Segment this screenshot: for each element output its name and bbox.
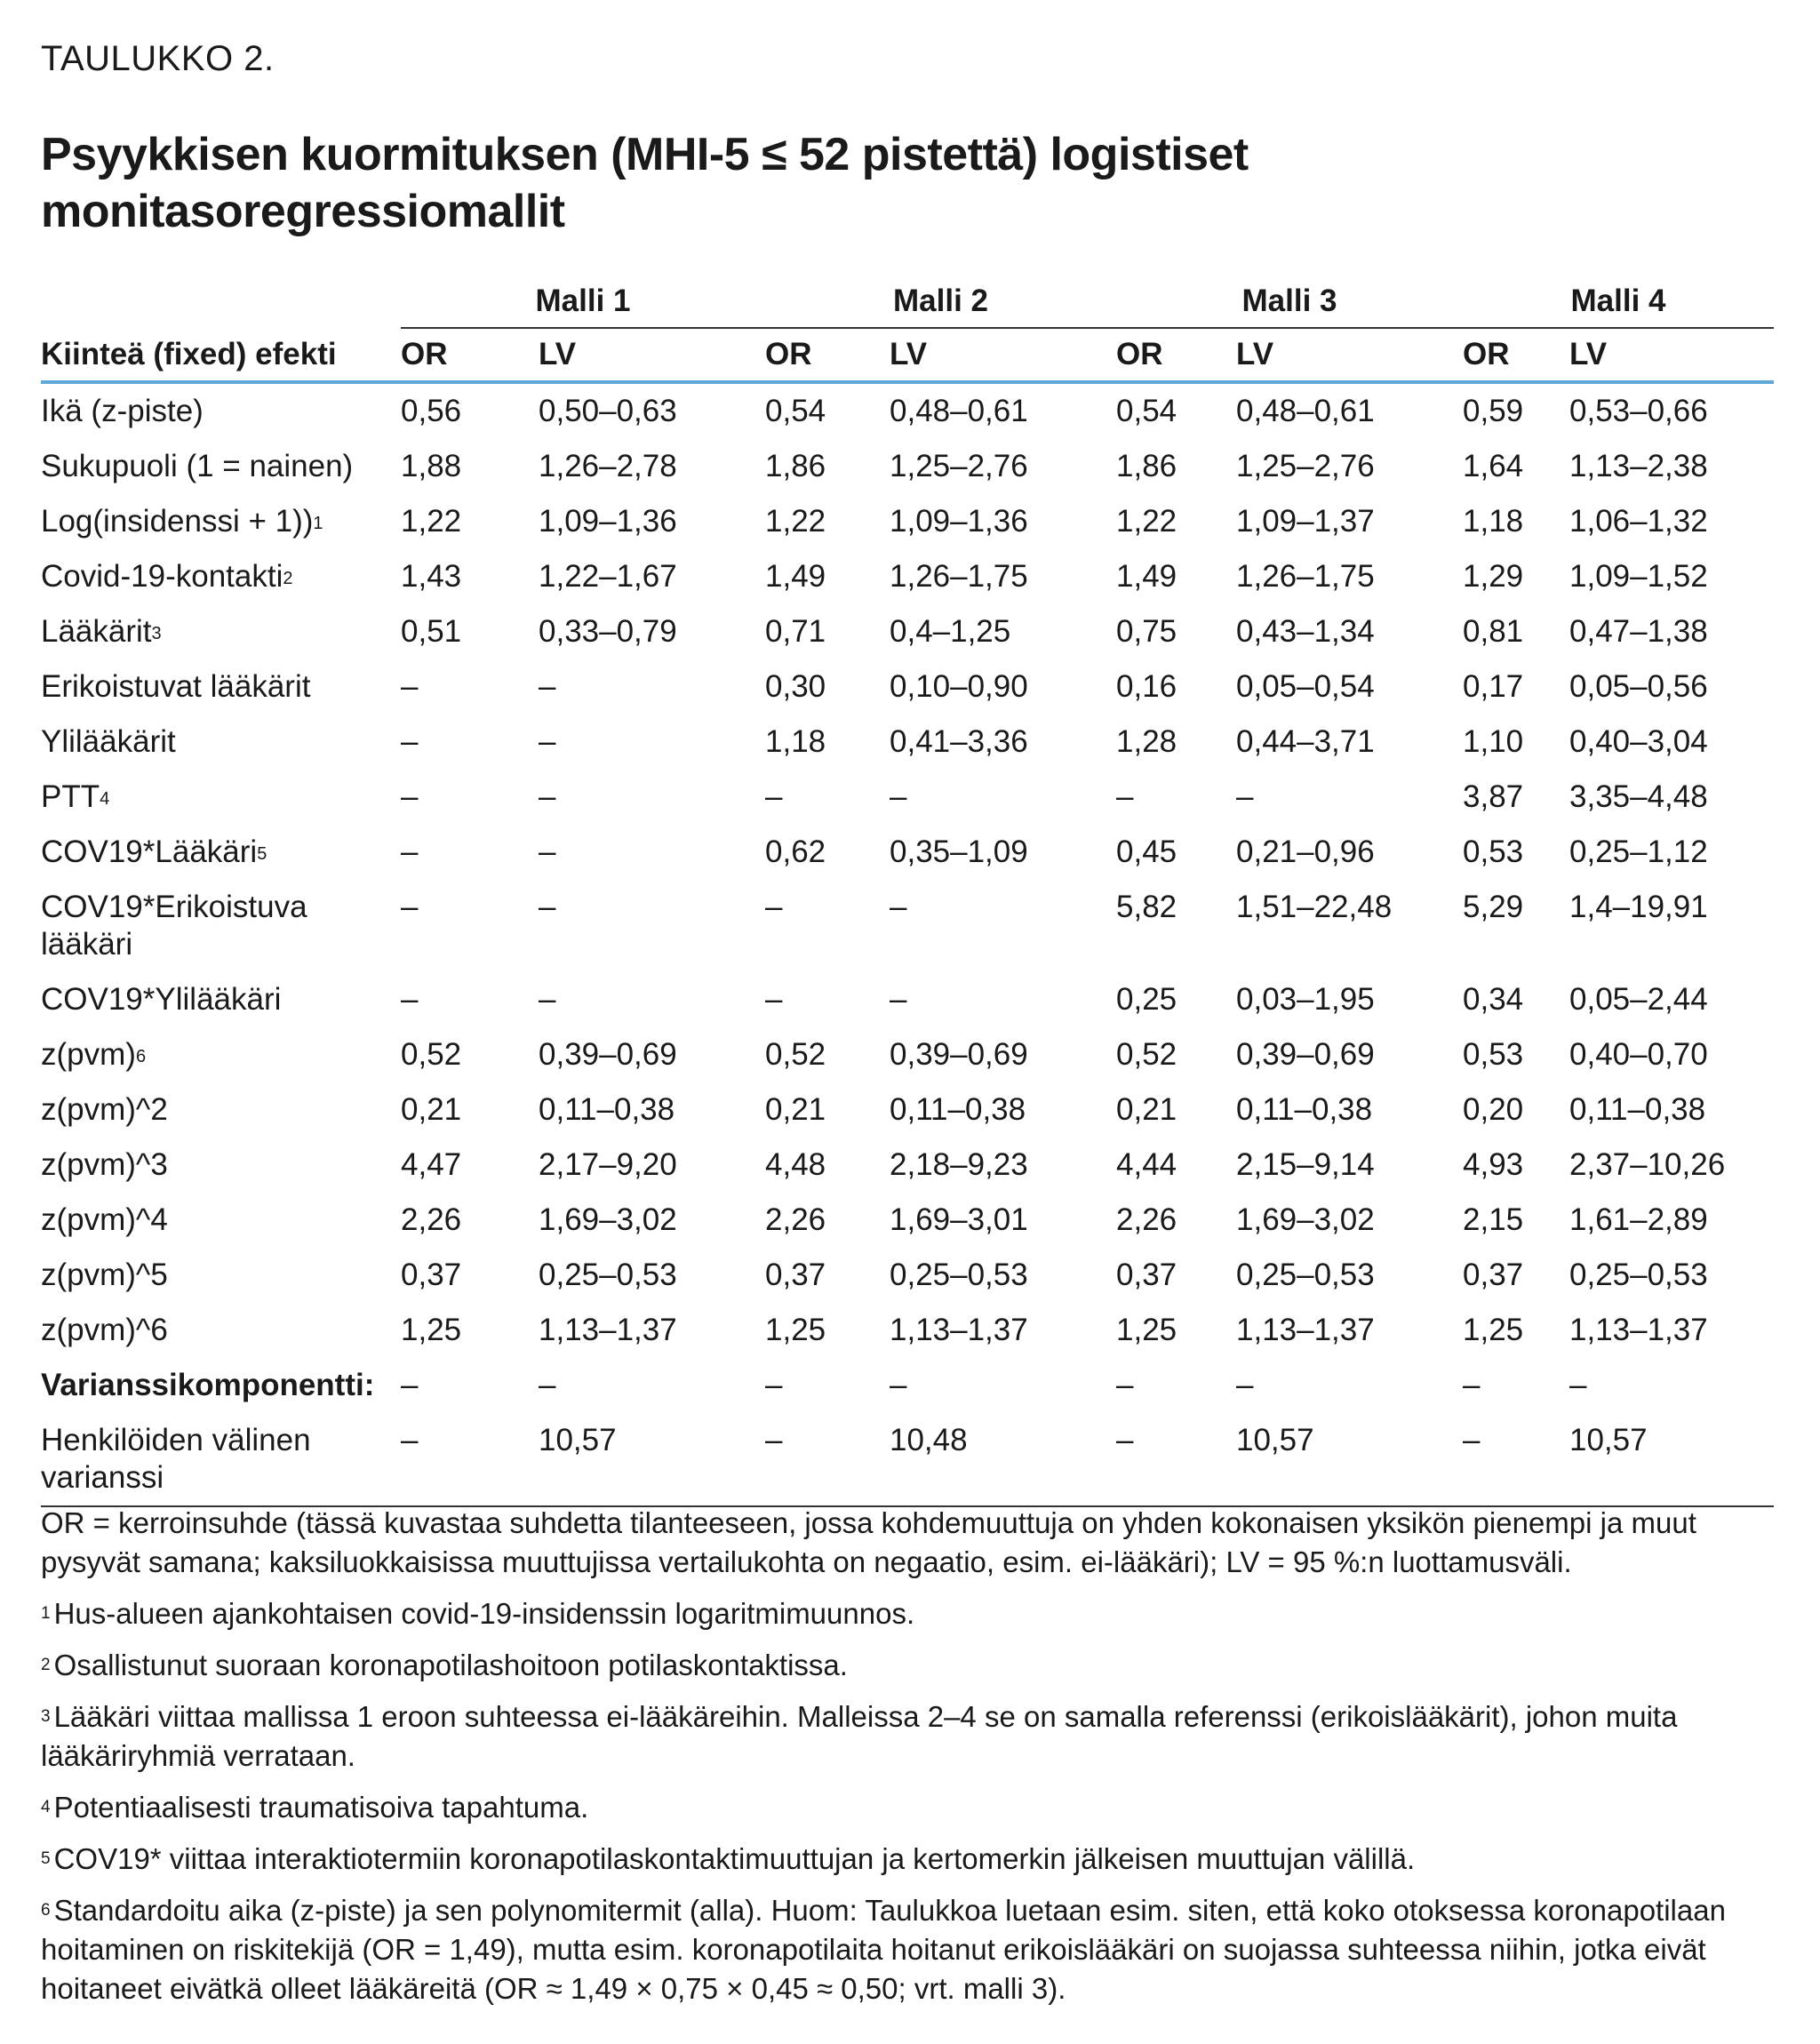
or-value: 0,25 <box>1116 982 1177 1017</box>
or-value: – <box>765 1368 783 1402</box>
row-label-text: COV19*Ylilääkäri <box>41 982 282 1017</box>
or-value: 0,16 <box>1116 669 1177 704</box>
lv-value: 1,13–1,37 <box>1236 1313 1375 1347</box>
row-label-text: Ikä (z-piste) <box>41 394 204 428</box>
or-value: 4,47 <box>401 1147 462 1182</box>
footnote-text: COV19* viittaa interaktiotermiin koronapotilaskontaktimuuttujan ja kertomerkin jälkeisen muuttujan välillä. <box>53 1842 1416 1875</box>
or-value: 0,56 <box>401 394 462 428</box>
footnote-marker: 5 <box>257 844 267 864</box>
lv-value: 1,13–1,37 <box>1569 1313 1708 1347</box>
table-row <box>41 972 1774 1027</box>
model-header-4: Malli 4 <box>1463 275 1774 328</box>
or-value: 0,30 <box>765 669 826 704</box>
lv-value: 0,25–0,53 <box>1569 1258 1708 1292</box>
or-value: – <box>401 779 419 814</box>
or-value: 1,86 <box>765 449 826 483</box>
lv-value: 0,44–3,71 <box>1236 724 1375 759</box>
row-label-text: Varianssikomponentti: <box>41 1368 375 1402</box>
row-label <box>41 1027 401 1082</box>
footnote-text: Potentiaalisesti traumatisoiva tapahtuma. <box>53 1791 589 1824</box>
table-notes <box>41 1504 1774 2021</box>
model-header-1: Malli 1 <box>401 275 765 328</box>
table-row <box>41 1413 1774 1506</box>
lv-value: – <box>539 890 556 924</box>
regression-table <box>41 275 1774 1507</box>
lv-value: 10,57 <box>539 1413 765 1506</box>
or-value: – <box>1116 1368 1134 1402</box>
footnote-marker: 4 <box>100 789 110 809</box>
lv-value: 3,35–4,48 <box>1569 779 1708 814</box>
or-value: 0,53 <box>1463 1037 1524 1072</box>
lv-value: 0,40–3,04 <box>1569 724 1708 759</box>
table-title: Psyykkisen kuormituksen (MHI-5 ≤ 52 pistettä) logistiset monitasoregressiomallit <box>41 129 1249 237</box>
lv-value: 0,50–0,63 <box>539 394 677 428</box>
footnote <box>41 1788 1774 1827</box>
table-row <box>41 1358 1774 1413</box>
lv-value: 0,41–3,36 <box>890 724 1028 759</box>
or-value: – <box>401 982 419 1017</box>
column-header-row <box>41 328 1774 382</box>
row-label <box>41 972 401 1027</box>
row-label <box>41 880 401 972</box>
row-label <box>41 1248 401 1303</box>
lv-value: 0,39–0,69 <box>890 1037 1028 1072</box>
or-value: 0,21 <box>1116 1092 1177 1127</box>
lv-value: 0,05–0,54 <box>1236 669 1375 704</box>
or-value: 1,22 <box>1116 504 1177 539</box>
lv-value: – <box>1236 1368 1254 1402</box>
or-value: 1,25 <box>401 1313 462 1347</box>
or-value: 0,75 <box>1116 614 1177 649</box>
footnote <box>41 1891 1774 2008</box>
footnote <box>41 1840 1774 1879</box>
or-value: 2,26 <box>401 1202 462 1237</box>
or-value: 1,25 <box>1463 1313 1524 1347</box>
lv-value: – <box>539 834 556 869</box>
or-value: 0,20 <box>1463 1092 1524 1127</box>
lv-value: 0,4–1,25 <box>890 614 1011 649</box>
column-header-or: OR <box>1116 328 1236 382</box>
lv-value: – <box>539 982 556 1017</box>
row-label-text: Ylilääkärit <box>41 724 176 759</box>
column-header-lv: LV <box>539 328 765 382</box>
model-header-row <box>41 275 1774 328</box>
or-value: – <box>1463 1413 1569 1506</box>
or-value: 0,45 <box>1116 834 1177 869</box>
row-label <box>41 825 401 880</box>
lv-value: – <box>539 669 556 704</box>
column-header-or: OR <box>401 328 539 382</box>
table-row <box>41 659 1774 715</box>
lv-value: 1,25–2,76 <box>890 449 1028 483</box>
or-value: 0,71 <box>765 614 826 649</box>
footnote-number: 1 <box>41 1604 51 1623</box>
lv-value: 1,69–3,02 <box>539 1202 677 1237</box>
row-label-text: Log(insidenssi + 1)) <box>41 504 314 539</box>
lv-value: 0,21–0,96 <box>1236 834 1375 869</box>
table-row <box>41 1248 1774 1303</box>
row-label <box>41 1303 401 1358</box>
or-value: 2,26 <box>1116 1202 1177 1237</box>
or-value: 5,29 <box>1463 890 1524 924</box>
or-value: 3,87 <box>1463 779 1524 814</box>
table-row <box>41 549 1774 604</box>
lv-value: 0,25–0,53 <box>890 1258 1028 1292</box>
row-label <box>41 1193 401 1248</box>
row-label-text: COV19*Lääkäri <box>41 834 258 869</box>
or-value: 1,43 <box>401 559 462 594</box>
or-value: – <box>1116 779 1134 814</box>
or-value: 0,21 <box>765 1092 826 1127</box>
lv-value: 1,09–1,36 <box>890 504 1028 539</box>
lv-value: 0,33–0,79 <box>539 614 677 649</box>
footnote-number: 3 <box>41 1707 51 1726</box>
or-value: 0,62 <box>765 834 826 869</box>
lv-value: 2,15–9,14 <box>1236 1147 1375 1182</box>
lv-value: 1,26–2,78 <box>539 449 677 483</box>
or-value: 0,37 <box>1116 1258 1177 1292</box>
table-label: TAULUKKO 2. <box>41 39 275 78</box>
table-row <box>41 1303 1774 1358</box>
or-value: 0,21 <box>401 1092 462 1127</box>
or-value: 1,22 <box>401 504 462 539</box>
lv-value: 0,11–0,38 <box>890 1092 1026 1127</box>
or-value: 1,86 <box>1116 449 1177 483</box>
table-row <box>41 715 1774 770</box>
footnote-number: 5 <box>41 1849 51 1868</box>
lv-value: 0,11–0,38 <box>1569 1092 1706 1127</box>
row-label <box>41 549 401 604</box>
lv-value: – <box>890 890 907 924</box>
or-value: 4,93 <box>1463 1147 1524 1182</box>
or-value: 0,53 <box>1463 834 1524 869</box>
lv-value: 2,37–10,26 <box>1569 1147 1726 1182</box>
or-value: 4,48 <box>765 1147 826 1182</box>
row-label-text: z(pvm)^3 <box>41 1147 168 1182</box>
table-row <box>41 825 1774 880</box>
footnote-number: 2 <box>41 1656 51 1674</box>
or-value: – <box>765 1413 890 1506</box>
row-label <box>41 1082 401 1138</box>
column-header-or: OR <box>765 328 890 382</box>
lv-value: – <box>1236 779 1254 814</box>
or-value: 2,15 <box>1463 1202 1524 1237</box>
footnote-marker: 6 <box>135 1047 147 1066</box>
lv-value: 1,13–1,37 <box>890 1313 1028 1347</box>
table-row <box>41 382 1774 439</box>
footnote <box>41 1646 1774 1685</box>
lv-value: 0,53–0,66 <box>1569 394 1708 428</box>
footnote <box>41 1504 1774 1582</box>
or-value: – <box>1463 1368 1481 1402</box>
row-label-text: Henkilöiden välinen varianssi <box>41 1423 311 1495</box>
or-value: – <box>401 1413 539 1506</box>
row-label-text: z(pvm) <box>41 1037 136 1072</box>
or-value: 1,18 <box>1463 504 1524 539</box>
row-label <box>41 494 401 549</box>
or-value: 1,49 <box>1116 559 1177 594</box>
lv-value: 0,10–0,90 <box>890 669 1028 704</box>
table-row <box>41 1138 1774 1193</box>
lv-value: – <box>539 1368 556 1402</box>
or-value: – <box>401 834 419 869</box>
or-value: 1,88 <box>401 449 462 483</box>
lv-value: 1,09–1,37 <box>1236 504 1375 539</box>
or-value: 0,52 <box>401 1037 462 1072</box>
lv-value: – <box>890 982 907 1017</box>
row-label <box>41 604 401 659</box>
or-value: 1,22 <box>765 504 826 539</box>
row-label-text: z(pvm)^4 <box>41 1202 168 1237</box>
table-row <box>41 880 1774 972</box>
or-value: 0,81 <box>1463 614 1524 649</box>
lv-value: 0,48–0,61 <box>890 394 1028 428</box>
lv-value: 1,61–2,89 <box>1569 1202 1708 1237</box>
or-value: 1,49 <box>765 559 826 594</box>
row-label-text: COV19*Erikoistuva lääkäri <box>41 890 307 962</box>
or-value: 0,17 <box>1463 669 1524 704</box>
lv-value: 0,03–1,95 <box>1236 982 1375 1017</box>
footnote-text: OR = kerroinsuhde (tässä kuvastaa suhdetta tilanteeseen, jossa kohdemuuttuja on yhden kokonaisen yksikön pienempi ja muut pysyvät samana; kaksiluokkaisissa muuttujissa vertailukohta on negaatio, esim. ei-lääkäri); LV = 95 %:n luottamusväli. <box>41 1506 1696 1578</box>
table-row <box>41 439 1774 494</box>
lv-value: 10,57 <box>1236 1413 1463 1506</box>
model-header-3: Malli 3 <box>1116 275 1463 328</box>
lv-value: 1,09–1,36 <box>539 504 677 539</box>
model-header-2: Malli 2 <box>765 275 1116 328</box>
lv-value: 1,4–19,91 <box>1569 890 1708 924</box>
table-body <box>41 382 1774 1506</box>
row-label <box>41 382 401 439</box>
or-value: 1,64 <box>1463 449 1524 483</box>
lv-value: 1,25–2,76 <box>1236 449 1375 483</box>
lv-value: 1,69–3,01 <box>890 1202 1028 1237</box>
column-header-lv: LV <box>1236 328 1463 382</box>
footnote-marker: 3 <box>151 624 162 643</box>
row-label-text: Lääkärit <box>41 614 152 649</box>
lv-value: 1,26–1,75 <box>890 559 1028 594</box>
row-label <box>41 715 401 770</box>
lv-value: 1,13–2,38 <box>1569 449 1708 483</box>
lv-value: 1,26–1,75 <box>1236 559 1375 594</box>
lv-value: – <box>1569 1368 1587 1402</box>
row-label <box>41 1138 401 1193</box>
table-row <box>41 1027 1774 1082</box>
lv-value: 0,25–1,12 <box>1569 834 1708 869</box>
footnote-text: Lääkäri viittaa mallissa 1 eroon suhteessa ei-lääkäreihin. Malleissa 2–4 se on samalla referenssi (erikoislääkärit), johon muita lääkäriryhmiä verrataan. <box>41 1700 1678 1772</box>
row-label-text: z(pvm)^6 <box>41 1313 168 1347</box>
or-value: 0,54 <box>1116 394 1177 428</box>
or-value: 0,37 <box>1463 1258 1524 1292</box>
lv-value: 0,25–0,53 <box>1236 1258 1375 1292</box>
or-value: 0,37 <box>765 1258 826 1292</box>
lv-value: 1,51–22,48 <box>1236 890 1393 924</box>
lv-value: – <box>539 779 556 814</box>
table-row <box>41 494 1774 549</box>
lv-value: 0,11–0,38 <box>539 1092 675 1127</box>
row-label <box>41 1358 401 1413</box>
or-value: 1,25 <box>1116 1313 1177 1347</box>
lv-value: 2,18–9,23 <box>890 1147 1028 1182</box>
footnote-number: 4 <box>41 1798 51 1816</box>
lv-value: 0,39–0,69 <box>1236 1037 1375 1072</box>
row-label-text: z(pvm)^2 <box>41 1092 168 1127</box>
or-value: 0,52 <box>765 1037 826 1072</box>
lv-value: 1,13–1,37 <box>539 1313 677 1347</box>
or-value: 5,82 <box>1116 890 1177 924</box>
or-value: – <box>765 779 783 814</box>
lv-value: 1,22–1,67 <box>539 559 677 594</box>
table-row <box>41 1082 1774 1138</box>
footnote <box>41 1697 1774 1776</box>
column-header-or: OR <box>1463 328 1569 382</box>
lv-value: 1,69–3,02 <box>1236 1202 1375 1237</box>
or-value: – <box>401 669 419 704</box>
row-label-text: Sukupuoli (1 = nainen) <box>41 449 354 483</box>
lv-value: 0,05–0,56 <box>1569 669 1708 704</box>
or-value: 0,59 <box>1463 394 1524 428</box>
footnote-number: 6 <box>41 1901 51 1920</box>
column-header-lv: LV <box>890 328 1116 382</box>
or-value: 2,26 <box>765 1202 826 1237</box>
row-label-text: z(pvm)^5 <box>41 1258 168 1292</box>
or-value: – <box>765 982 783 1017</box>
lv-value: 0,25–0,53 <box>539 1258 677 1292</box>
or-value: – <box>401 890 419 924</box>
row-label <box>41 770 401 825</box>
column-header-effect: Kiinteä (fixed) efekti <box>41 328 401 382</box>
lv-value: 0,47–1,38 <box>1569 614 1708 649</box>
footnote <box>41 1594 1774 1633</box>
lv-value: 0,05–2,44 <box>1569 982 1708 1017</box>
footnote-text: Standardoitu aika (z-piste) ja sen polynomitermit (alla). Huom: Taulukkoa luetaan esim. siten, että koko otoksessa koronapotilaan hoitaminen on riskitekijä (OR = 1,49), mutta esim. koronapotilaita hoitanut erikoislääkäri on suojassa suhteessa niihin, jotka eivät hoitaneet eivätkä olleet lääkäreitä (OR ≈ 1,49 × 0,75 × 0,45 ≈ 0,50; vrt. malli 3). <box>41 1894 1726 2005</box>
table-row <box>41 1193 1774 1248</box>
or-value: 0,54 <box>765 394 826 428</box>
row-label <box>41 439 401 494</box>
lv-value: – <box>539 724 556 759</box>
or-value: – <box>765 890 783 924</box>
or-value: 0,37 <box>401 1258 462 1292</box>
lv-value: 1,09–1,52 <box>1569 559 1708 594</box>
or-value: 0,34 <box>1463 982 1524 1017</box>
row-label-text: Covid-19-kontakti <box>41 559 283 594</box>
lv-value: 0,39–0,69 <box>539 1037 677 1072</box>
row-label <box>41 659 401 715</box>
footnote-text: Osallistunut suoraan koronapotilashoitoon potilaskontaktissa. <box>53 1649 848 1681</box>
row-label-text: Erikoistuvat lääkärit <box>41 669 311 704</box>
lv-value: 0,48–0,61 <box>1236 394 1375 428</box>
or-value: 1,18 <box>765 724 826 759</box>
lv-value: – <box>890 779 907 814</box>
or-value: 4,44 <box>1116 1147 1177 1182</box>
row-label-text: PTT <box>41 779 100 814</box>
or-value: 1,25 <box>765 1313 826 1347</box>
or-value: – <box>401 724 419 759</box>
footnote-text: Hus-alueen ajankohtaisen covid-19-insidenssin logaritmimuunnos. <box>53 1597 915 1630</box>
row-label <box>41 1413 401 1506</box>
or-value: – <box>401 1368 419 1402</box>
lv-value: 0,35–1,09 <box>890 834 1028 869</box>
lv-value: 2,17–9,20 <box>539 1147 677 1182</box>
or-value: 1,29 <box>1463 559 1524 594</box>
footnote-marker: 1 <box>313 514 323 533</box>
or-value: 0,51 <box>401 614 462 649</box>
lv-value: 10,57 <box>1569 1413 1774 1506</box>
or-value: 1,10 <box>1463 724 1524 759</box>
lv-value: 0,43–1,34 <box>1236 614 1375 649</box>
column-header-lv: LV <box>1569 328 1774 382</box>
table-row <box>41 770 1774 825</box>
lv-value: 10,48 <box>890 1413 1116 1506</box>
lv-value: 0,11–0,38 <box>1236 1092 1373 1127</box>
or-value: 0,52 <box>1116 1037 1177 1072</box>
lv-value: – <box>890 1368 907 1402</box>
or-value: – <box>1116 1413 1236 1506</box>
or-value: 1,28 <box>1116 724 1177 759</box>
footnote-marker: 2 <box>283 569 293 588</box>
table-row <box>41 604 1774 659</box>
lv-value: 1,06–1,32 <box>1569 504 1708 539</box>
lv-value: 0,40–0,70 <box>1569 1037 1708 1072</box>
model-header-empty <box>41 275 401 328</box>
